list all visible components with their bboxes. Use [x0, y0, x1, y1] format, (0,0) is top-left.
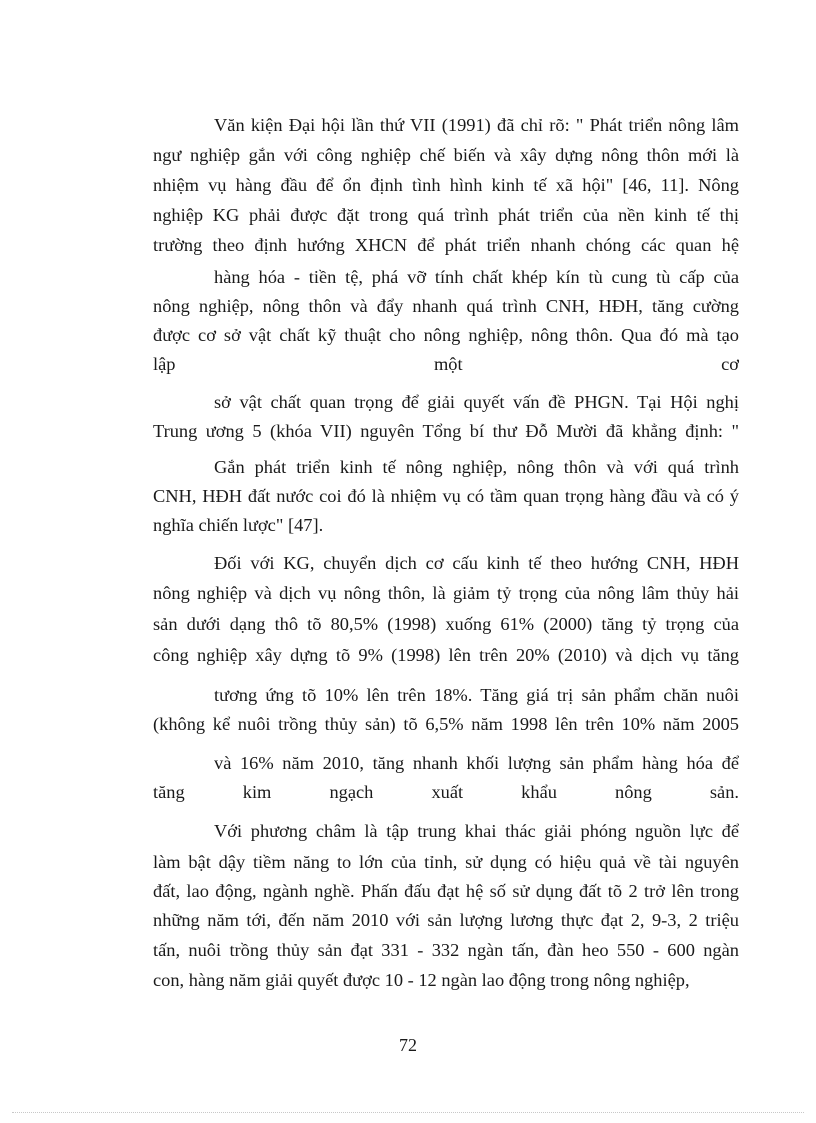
text-line: Gắn phát triển kinh tế nông nghiệp, nông thôn và với quá trình: [214, 457, 739, 477]
text-line: và 16% năm 2010, tăng nhanh khối lượng sản phẩm hàng hóa để: [214, 753, 739, 773]
text-line: tăng kim ngạch xuất khẩu nông sản.: [153, 782, 739, 802]
text-line: làm bật dậy tiềm năng to lớn của tỉnh, sử dụng có hiệu quả về tài nguyên: [153, 852, 739, 872]
text-line: tương ứng tõ 10% lên trên 18%. Tăng giá trị sản phẩm chăn nuôi: [214, 685, 739, 705]
text-line: những năm tới, đến năm 2010 với sản lượng lương thực đạt 2, 9-3, 2 triệu: [153, 910, 739, 930]
text-line: trường theo định hướng XHCN để phát triển nhanh chóng các quan hệ: [153, 235, 739, 255]
text-line: hàng hóa - tiền tệ, phá vỡ tính chất khép kín tù cung tù cấp của: [214, 267, 739, 287]
text-line: sở vật chất quan trọng để giải quyết vấn đề PHGN. Tại Hội nghị: [214, 392, 739, 412]
text-line: Với phương châm là tập trung khai thác giải phóng nguồn lực để: [214, 821, 739, 841]
text-line: nông nghiệp, nông thôn và đẩy nhanh quá trình CNH, HĐH, tăng cường: [153, 296, 739, 316]
text-line: nghiệp KG phải được đặt trong quá trình phát triển của nền kinh tế thị: [153, 205, 739, 225]
text-line: nhiệm vụ hàng đầu để ổn định tình hình kinh tế xã hội" [46, 11]. Nông: [153, 175, 739, 195]
text-line: công nghiệp xây dựng tõ 9% (1998) lên trên 20% (2010) và dịch vụ tăng: [153, 645, 739, 665]
text-line: đất, lao động, ngành nghề. Phấn đấu đạt hệ số sử dụng đất tõ 2 trở lên trong: [153, 881, 739, 901]
text-line: Trung ương 5 (khóa VII) nguyên Tổng bí thư Đỗ Mười đã khẳng định: ": [153, 421, 739, 441]
text-line: CNH, HĐH đất nước coi đó là nhiệm vụ có tầm quan trọng hàng đầu và có ý: [153, 486, 739, 506]
text-line: (không kể nuôi trồng thủy sản) tõ 6,5% năm 1998 lên trên 10% năm 2005: [153, 714, 739, 734]
text-line: sản dưới dạng thô tõ 80,5% (1998) xuống 61% (2000) tăng tỷ trọng của: [153, 614, 739, 634]
text-line: Văn kiện Đại hội lần thứ VII (1991) đã chỉ rõ: " Phát triển nông lâm: [214, 115, 739, 135]
page-bottom-divider: [12, 1112, 804, 1113]
text-line: ngư nghiệp gắn với công nghiệp chế biến và xây dựng nông thôn mới là: [153, 145, 739, 165]
text-line: con, hàng năm giải quyết được 10 - 12 ngàn lao động trong nông nghiệp,: [153, 970, 690, 990]
text-line: Đối với KG, chuyển dịch cơ cấu kinh tế theo hướng CNH, HĐH: [214, 553, 739, 573]
text-line: lập một cơ: [153, 354, 739, 374]
text-line: nghĩa chiến lược" [47].: [153, 515, 324, 535]
text-line: được cơ sở vật chất kỹ thuật cho nông nghiệp, nông thôn. Qua đó mà tạo: [153, 325, 739, 345]
text-line: tấn, nuôi trồng thủy sản đạt 331 - 332 ngàn tấn, đàn heo 550 - 600 ngàn: [153, 940, 739, 960]
text-line: nông nghiệp và dịch vụ nông thôn, là giảm tỷ trọng của nông lâm thủy hải: [153, 583, 739, 603]
page-number: 72: [399, 1035, 417, 1055]
